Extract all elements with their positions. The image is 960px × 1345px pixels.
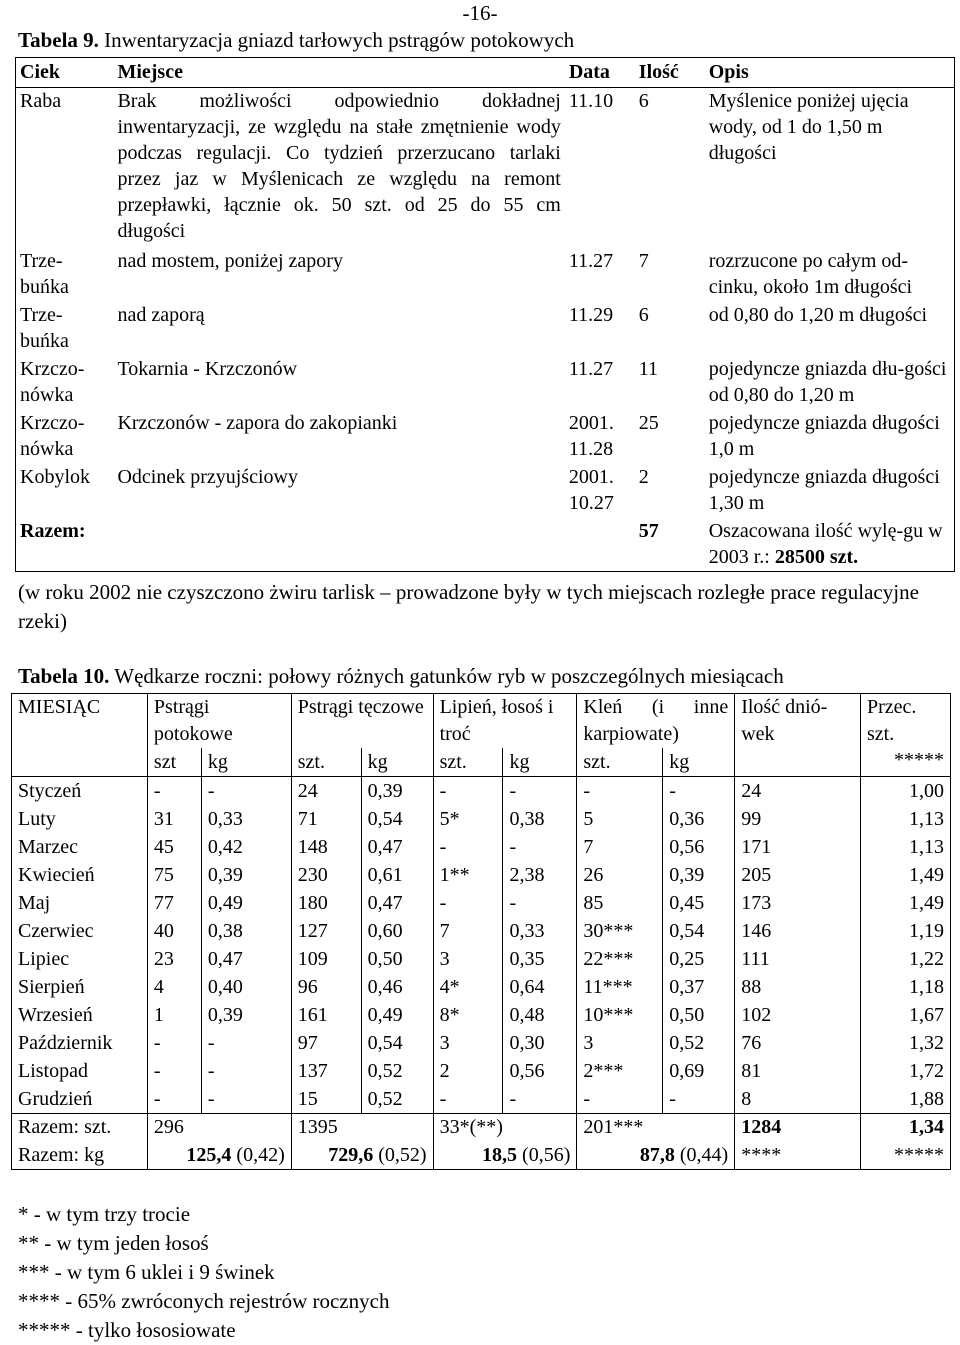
value-cell: 0,25	[663, 945, 735, 973]
data-cell: 2001. 10.27	[568, 465, 614, 514]
value-cell: 10***	[577, 1001, 663, 1029]
data-cell: 2001. 11.28	[568, 411, 614, 460]
value-cell: -	[433, 833, 503, 861]
total-label: Razem:	[20, 519, 86, 542]
value-cell: 1,19	[909, 920, 944, 942]
value-cell: 127	[291, 917, 361, 945]
value-cell: -	[201, 1057, 291, 1085]
ilosc-cell: 6	[638, 303, 649, 326]
value-cell: 8*	[433, 1001, 503, 1029]
header-przec-stars: *****	[894, 749, 944, 771]
value-cell: 97	[291, 1029, 361, 1057]
value-cell: 230	[291, 861, 361, 889]
table-row	[12, 1029, 951, 1057]
table9-header-data: Data	[565, 58, 635, 88]
value-cell: -	[503, 833, 577, 861]
ciek-cell: Kobylok	[20, 465, 90, 488]
value-cell: 0,49	[361, 1001, 433, 1029]
table-row	[12, 805, 951, 833]
opis-cell: pojedyncze gniazda dłu-gości od 0,80 do 1,20 m	[708, 357, 947, 406]
value-cell: 45	[147, 833, 201, 861]
value-cell: 0,50	[361, 945, 433, 973]
value-cell: -	[577, 777, 663, 806]
value-cell: 1**	[433, 861, 503, 889]
value-cell: 22***	[577, 945, 663, 973]
value-cell: -	[433, 889, 503, 917]
value-cell: 1,72	[909, 1060, 944, 1082]
ilosc-cell: 11	[638, 357, 659, 380]
value-cell: 0,64	[503, 973, 577, 1001]
total-opis-text: Oszacowana ilość wylę-gu w 2003 r.:	[708, 519, 943, 568]
sum-kg-g3	[433, 1142, 577, 1170]
value-cell: 0,56	[663, 833, 735, 861]
value-cell: 2***	[577, 1057, 663, 1085]
sum-kg-label: Razem: kg	[12, 1142, 148, 1170]
table10-body	[12, 777, 951, 1114]
ilosc-cell: 2	[638, 465, 649, 488]
value-cell: -	[577, 1085, 663, 1114]
miejsce-cell: nad mostem, poniżej zapory	[117, 249, 343, 272]
value-cell: 0,69	[663, 1057, 735, 1085]
value-cell: 85	[577, 889, 663, 917]
ilosc-cell: 7	[638, 249, 649, 272]
sum-kg-prz: *****	[894, 1143, 944, 1166]
value-cell: 1,13	[909, 808, 944, 830]
value-cell: 76	[735, 1029, 861, 1057]
value-cell: 88	[735, 973, 861, 1001]
value-cell: 173	[735, 889, 861, 917]
value-cell: 0,48	[503, 1001, 577, 1029]
table-row	[16, 88, 955, 248]
value-cell: 111	[735, 945, 861, 973]
value-cell: 31	[147, 805, 201, 833]
header-lipien: Lipień, łosoś i troć	[433, 694, 577, 749]
total-value: 57	[638, 519, 659, 542]
total-opis-bold: 28500 szt.	[774, 545, 859, 568]
sum-kg-g4-avg: (0,44)	[674, 1143, 729, 1166]
value-cell: 0,42	[201, 833, 291, 861]
total-opis	[705, 518, 955, 572]
value-cell: 30***	[577, 917, 663, 945]
data-cell: 11.10	[568, 90, 614, 112]
sum-szt-g3: 33*(**)	[433, 1114, 577, 1142]
value-cell: 0,47	[201, 945, 291, 973]
value-cell: 0,56	[503, 1057, 577, 1085]
table10-caption-text: Wędkarze roczni: połowy różnych gatunków ryb w poszczególnych miesiącach	[109, 664, 784, 688]
sum-kg-g1-value: 125,4	[186, 1143, 232, 1166]
sum-szt-g4: 201***	[577, 1114, 735, 1142]
value-cell: 1,00	[861, 777, 951, 806]
value-cell: 2,38	[503, 861, 577, 889]
opis-cell: pojedyncze gniazda długości 1,0 m	[708, 411, 940, 460]
ilosc-cell: 6	[638, 90, 649, 112]
footnote: * - w tym trzy trocie	[18, 1202, 191, 1226]
month-cell: Lipiec	[12, 945, 148, 973]
footnote: ***** - tylko łososiowate	[18, 1318, 236, 1342]
value-cell: 0,38	[201, 917, 291, 945]
month-cell: Kwiecień	[12, 861, 148, 889]
sum-kg-g1	[147, 1142, 291, 1170]
header-przec-label: Przec. szt.	[867, 696, 917, 745]
value-cell: 0,54	[361, 805, 433, 833]
table-row	[16, 302, 955, 356]
table9	[15, 57, 955, 572]
value-cell: -	[503, 1085, 577, 1114]
value-cell: 5*	[433, 805, 503, 833]
miejsce-cell: Odcinek przyujściowy	[117, 465, 298, 488]
footnote: **** - 65% zwróconych rejestrów rocznych	[18, 1289, 390, 1313]
sum-szt-prz: 1,34	[861, 1114, 951, 1142]
value-cell: 0,36	[663, 805, 735, 833]
data-cell: 11.29	[568, 303, 614, 326]
value-cell: -	[663, 777, 735, 806]
miejsce-cell: Krzczonów - zapora do zakopianki	[117, 411, 398, 434]
header-dniowki: Ilość dnió-wek	[735, 694, 861, 777]
sub-szt: szt.	[433, 748, 503, 777]
sum-szt-g1: 296	[147, 1114, 291, 1142]
page-number: -16-	[462, 1, 498, 25]
sum-szt-dni: 1284	[735, 1114, 861, 1142]
ciek-cell: Trze-buńka	[20, 303, 69, 352]
value-cell: 75	[147, 861, 201, 889]
value-cell: 146	[735, 917, 861, 945]
value-cell: 102	[735, 1001, 861, 1029]
value-cell: 7	[577, 833, 663, 861]
data-cell: 11.27	[568, 357, 614, 380]
sum-kg-g4-value: 87,8	[639, 1143, 675, 1166]
table-row	[12, 917, 951, 945]
value-cell: 137	[291, 1057, 361, 1085]
table9-header-miejsce: Miejsce	[113, 58, 564, 88]
value-cell: 15	[291, 1085, 361, 1114]
value-cell: 71	[291, 805, 361, 833]
value-cell: -	[433, 777, 503, 806]
footnotes	[18, 1200, 389, 1345]
value-cell: 26	[577, 861, 663, 889]
value-cell: 1,49	[909, 864, 944, 886]
sum-kg-g2-value: 729,6	[328, 1143, 374, 1166]
sum-kg-g3-avg: (0,56)	[517, 1143, 571, 1166]
value-cell: 4	[147, 973, 201, 1001]
table-row	[12, 1057, 951, 1085]
table9-header-ilosc: Ilość	[635, 58, 705, 88]
value-cell: 0,52	[663, 1029, 735, 1057]
header-przec	[861, 694, 951, 777]
value-cell: 171	[735, 833, 861, 861]
value-cell: 0,49	[201, 889, 291, 917]
table10-caption-label: Tabela 10.	[18, 664, 110, 688]
table10-sum-szt-row	[12, 1114, 951, 1142]
table-row	[12, 889, 951, 917]
value-cell: 0,33	[503, 917, 577, 945]
value-cell: 205	[735, 861, 861, 889]
value-cell: 96	[291, 973, 361, 1001]
value-cell: 148	[291, 833, 361, 861]
sum-kg-dni: ****	[735, 1142, 861, 1170]
table-row	[12, 833, 951, 861]
value-cell: 3	[577, 1029, 663, 1057]
table-row	[16, 248, 955, 302]
value-cell: 0,47	[361, 833, 433, 861]
value-cell: 3	[433, 945, 503, 973]
value-cell: 1,22	[909, 948, 944, 970]
value-cell: -	[201, 777, 291, 806]
value-cell: 24	[291, 777, 361, 806]
value-cell: -	[503, 889, 577, 917]
ciek-cell: Krzczo-nówka	[20, 411, 85, 460]
value-cell: 109	[291, 945, 361, 973]
value-cell: 7	[433, 917, 503, 945]
footnote: *** - w tym 6 uklei i 9 świnek	[18, 1260, 275, 1284]
value-cell: 0,38	[503, 805, 577, 833]
value-cell: 1,88	[909, 1088, 944, 1110]
value-cell: 81	[735, 1057, 861, 1085]
month-cell: Luty	[12, 805, 148, 833]
opis-cell: rozrzucone po całym od-cinku, około 1m długości	[708, 249, 913, 298]
value-cell: 0,52	[361, 1085, 433, 1114]
value-cell: 11***	[577, 973, 663, 1001]
value-cell: 5	[577, 805, 663, 833]
value-cell: -	[503, 777, 577, 806]
value-cell: 0,54	[663, 917, 735, 945]
table-row	[12, 945, 951, 973]
table9-note: (w roku 2002 nie czyszczono żwiru tarlisk – prowadzone były w tych miejscach rozległe prace regulacyjne rzeki)	[18, 580, 919, 633]
value-cell: 1,49	[909, 892, 944, 914]
value-cell: -	[147, 777, 201, 806]
value-cell: 23	[147, 945, 201, 973]
footnote: ** - w tym jeden łosoś	[18, 1231, 209, 1255]
value-cell: 0,39	[201, 1001, 291, 1029]
table9-caption-text: Inwentaryzacja gniazd tarłowych pstrągów potokowych	[98, 28, 575, 52]
data-cell: 11.27	[568, 249, 614, 272]
table9-header-opis: Opis	[705, 58, 955, 88]
value-cell: 0,39	[201, 861, 291, 889]
month-cell: Maj	[12, 889, 148, 917]
sum-kg-g2	[291, 1142, 433, 1170]
value-cell: -	[147, 1029, 201, 1057]
table9-header-row	[16, 58, 955, 88]
miejsce-cell: Tokarnia - Krzczonów	[117, 357, 298, 380]
table10	[11, 693, 951, 1170]
table-row	[16, 356, 955, 410]
value-cell: -	[201, 1085, 291, 1114]
value-cell: 161	[291, 1001, 361, 1029]
table10-header-row	[12, 694, 951, 749]
sum-kg-g2-avg: (0,52)	[373, 1143, 427, 1166]
sub-kg: kg	[663, 748, 735, 777]
value-cell: 0,33	[201, 805, 291, 833]
value-cell: 0,61	[361, 861, 433, 889]
table-row	[16, 464, 955, 518]
ciek-cell: Trze-buńka	[20, 249, 69, 298]
table9-header-ciek: Ciek	[16, 58, 114, 88]
month-cell: Styczeń	[12, 777, 148, 806]
ilosc-cell: 25	[638, 411, 659, 434]
table10-sum-kg-row	[12, 1142, 951, 1170]
table-row	[12, 777, 951, 806]
table10-caption	[18, 663, 784, 689]
value-cell: -	[433, 1085, 503, 1114]
month-cell: Czerwiec	[12, 917, 148, 945]
sub-szt: szt.	[291, 748, 361, 777]
sub-szt: szt.	[577, 748, 663, 777]
table9-total-row	[16, 518, 955, 572]
value-cell: 1,13	[909, 836, 944, 858]
sum-kg-g4	[577, 1142, 735, 1170]
value-cell: -	[201, 1029, 291, 1057]
value-cell: 0,40	[201, 973, 291, 1001]
table9-caption-label: Tabela 9.	[18, 28, 99, 52]
value-cell: -	[147, 1057, 201, 1085]
sum-kg-g3-value: 18,5	[482, 1143, 518, 1166]
value-cell: 0,60	[361, 917, 433, 945]
ciek-cell: Raba	[20, 90, 62, 112]
header-klen: Kleń (i inne karpiowate)	[577, 694, 735, 749]
value-cell: 24	[735, 777, 861, 806]
value-cell: 0,37	[663, 973, 735, 1001]
value-cell: 0,35	[503, 945, 577, 973]
sub-kg: kg	[361, 748, 433, 777]
value-cell: -	[663, 1085, 735, 1114]
value-cell: 180	[291, 889, 361, 917]
value-cell: 0,39	[361, 777, 433, 806]
sub-szt: szt	[147, 748, 201, 777]
month-cell: Październik	[12, 1029, 148, 1057]
value-cell: 4*	[433, 973, 503, 1001]
value-cell: 99	[735, 805, 861, 833]
sub-kg: kg	[503, 748, 577, 777]
table-row	[12, 1001, 951, 1029]
miejsce-cell: nad zaporą	[117, 303, 205, 326]
value-cell: 1,67	[909, 1004, 944, 1026]
value-cell: 0,39	[663, 861, 735, 889]
opis-cell: Myślenice poniżej ujęcia wody, od 1 do 1,50 m długości	[708, 90, 909, 164]
value-cell: 0,52	[361, 1057, 433, 1085]
sum-szt-label: Razem: szt.	[12, 1114, 148, 1142]
value-cell: 0,47	[361, 889, 433, 917]
sub-kg: kg	[201, 748, 291, 777]
value-cell: 0,54	[361, 1029, 433, 1057]
value-cell: 3	[433, 1029, 503, 1057]
value-cell: 77	[147, 889, 201, 917]
month-cell: Wrzesień	[12, 1001, 148, 1029]
opis-cell: pojedyncze gniazda długości 1,30 m	[708, 465, 940, 514]
opis-cell: od 0,80 do 1,20 m długości	[708, 303, 928, 326]
header-pstragi-teczowe: Pstrągi tęczowe	[291, 694, 433, 749]
value-cell: 0,30	[503, 1029, 577, 1057]
header-miesiac: MIESIĄC	[12, 694, 148, 777]
value-cell: 0,50	[663, 1001, 735, 1029]
value-cell: -	[147, 1085, 201, 1114]
value-cell: 2	[433, 1057, 503, 1085]
miejsce-cell: Brak możliwości odpowiednio dokładnej inwentaryzacji, ze względu na stałe zmętnienie wody podczas regulacji. Co tydzień przerzucano tarlaki przez jaz w Myślenicach ze względu na remont przepławki, łącznie ok. 50 szt. od 25 do 55 cm długości	[117, 90, 561, 242]
month-cell: Marzec	[12, 833, 148, 861]
value-cell: 1	[147, 1001, 201, 1029]
value-cell: 0,45	[663, 889, 735, 917]
header-pstragi-potokowe: Pstrągi potokowe	[147, 694, 291, 749]
sum-szt-g2: 1395	[291, 1114, 433, 1142]
table9-caption	[18, 27, 574, 53]
table-row	[12, 1085, 951, 1114]
value-cell: 1,32	[909, 1032, 944, 1054]
month-cell: Grudzień	[12, 1085, 148, 1114]
month-cell: Sierpień	[12, 973, 148, 1001]
value-cell: 1,18	[909, 976, 944, 998]
month-cell: Listopad	[12, 1057, 148, 1085]
value-cell: 0,46	[361, 973, 433, 1001]
ciek-cell: Krzczo-nówka	[20, 357, 85, 406]
sum-kg-g1-avg: (0,42)	[231, 1143, 285, 1166]
table-row	[12, 861, 951, 889]
table-row	[16, 410, 955, 464]
value-cell: 8	[735, 1085, 861, 1114]
table-row	[12, 973, 951, 1001]
value-cell: 40	[147, 917, 201, 945]
